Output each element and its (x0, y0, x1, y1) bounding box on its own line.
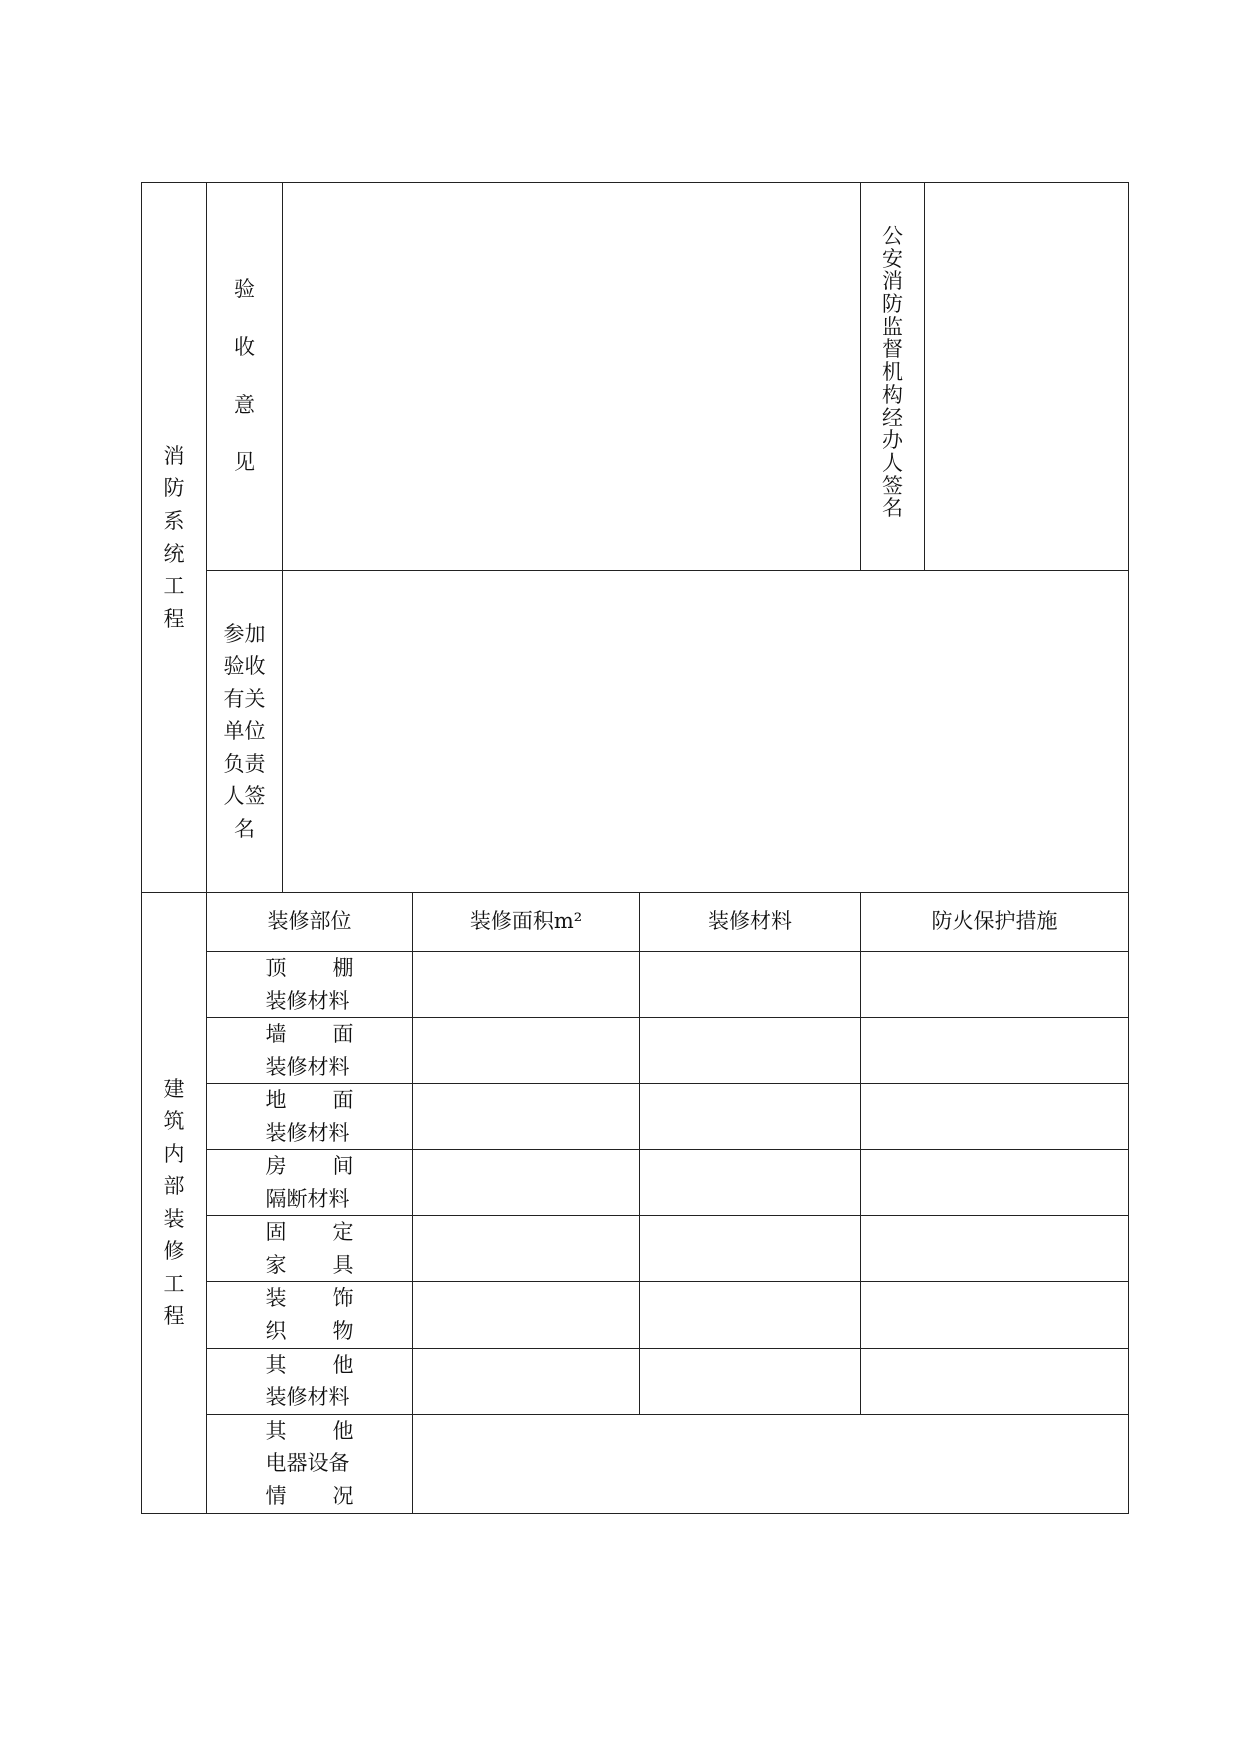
area-field[interactable] (413, 1084, 640, 1150)
area-field[interactable] (413, 1018, 640, 1084)
area-field[interactable] (413, 952, 640, 1018)
fire-system-label-text: 消防系统工程 (163, 443, 185, 631)
location-subtext: 电器设备 (265, 1451, 350, 1476)
electrical-label (266, 1415, 354, 1513)
location-cell (207, 1018, 413, 1084)
electrical-label-cell (207, 1414, 413, 1513)
officer-signature-field[interactable] (925, 183, 1129, 571)
location-cell (207, 1084, 413, 1150)
header-location: 装修部位 (207, 893, 413, 952)
officer-signature-label-cell (861, 183, 925, 571)
location-cell (207, 1282, 413, 1348)
location-char: 地 (265, 1088, 287, 1113)
location-subtext: 装修材料 (265, 988, 350, 1013)
location-cell (207, 1216, 413, 1282)
protection-field[interactable] (861, 1282, 1129, 1348)
protection-field[interactable] (861, 1216, 1129, 1282)
protection-field[interactable] (861, 1150, 1129, 1216)
location-char: 房 (265, 1154, 287, 1179)
material-field[interactable] (640, 1084, 861, 1150)
location-char: 固 (265, 1220, 287, 1245)
location-label (266, 1150, 354, 1215)
officer-signature-label: 公安消防监督机构经办人签名 (882, 224, 904, 521)
protection-field[interactable] (861, 1348, 1129, 1414)
fire-system-section-label (142, 183, 207, 893)
acceptance-opinion-label: 验收意见 (234, 277, 255, 475)
location-char: 情 (265, 1483, 287, 1508)
acceptance-opinion-field[interactable] (283, 183, 861, 571)
table-row (142, 1216, 1129, 1282)
location-char: 其 (265, 1418, 287, 1443)
location-char: 物 (332, 1319, 354, 1344)
decoration-section-label (142, 893, 207, 1514)
location-char: 家 (265, 1252, 287, 1277)
material-field[interactable] (640, 1018, 861, 1084)
location-char: 棚 (332, 956, 354, 980)
header-area: 装修面积m² (413, 893, 640, 952)
table-row (142, 1018, 1129, 1084)
location-subtext: 装修材料 (265, 1120, 350, 1145)
location-char: 其 (265, 1352, 287, 1377)
location-char: 况 (332, 1483, 354, 1508)
table-row (142, 1084, 1129, 1150)
acceptance-opinion-label-cell (207, 183, 283, 571)
location-char: 饰 (332, 1286, 354, 1311)
location-cell (207, 1150, 413, 1216)
area-field[interactable] (413, 1216, 640, 1282)
location-char: 间 (332, 1154, 354, 1179)
location-subtext: 隔断材料 (265, 1186, 350, 1211)
location-char: 定 (332, 1220, 354, 1245)
location-char: 装 (265, 1286, 287, 1311)
material-field[interactable] (640, 952, 861, 1018)
location-label (266, 1282, 354, 1347)
decoration-label-text: 建筑内部装修工程 (163, 1076, 185, 1329)
area-field[interactable] (413, 1348, 640, 1414)
area-field[interactable] (413, 1282, 640, 1348)
area-field[interactable] (413, 1150, 640, 1216)
unit-signature-label: 参加验收有关单位负责人签名 (223, 621, 266, 841)
electrical-field[interactable] (413, 1414, 1129, 1513)
location-char: 他 (332, 1352, 354, 1377)
material-field[interactable] (640, 1282, 861, 1348)
table-row (142, 1150, 1129, 1216)
protection-field[interactable] (861, 952, 1129, 1018)
location-char: 墙 (265, 1022, 287, 1047)
location-label (266, 952, 354, 1017)
unit-signature-field[interactable] (283, 571, 1129, 893)
material-field[interactable] (640, 1348, 861, 1414)
protection-field[interactable] (861, 1084, 1129, 1150)
location-char: 织 (265, 1319, 287, 1344)
table-row-electrical (142, 1414, 1129, 1513)
material-field[interactable] (640, 1216, 861, 1282)
location-label (266, 1349, 354, 1414)
location-char: 顶 (265, 956, 287, 980)
table-row (142, 1348, 1129, 1414)
acceptance-form-table (141, 182, 1129, 1514)
location-label (266, 1216, 354, 1281)
unit-signature-label-cell (207, 571, 283, 893)
location-char: 面 (332, 1088, 354, 1113)
table-row (142, 1282, 1129, 1348)
location-char: 具 (332, 1252, 354, 1277)
material-field[interactable] (640, 1150, 861, 1216)
location-subtext: 装修材料 (265, 1385, 350, 1410)
location-char: 他 (332, 1418, 354, 1443)
location-label (266, 1018, 354, 1083)
location-cell (207, 952, 413, 1018)
header-material: 装修材料 (640, 893, 861, 952)
location-char: 面 (332, 1022, 354, 1047)
header-protection: 防火保护措施 (861, 893, 1129, 952)
protection-field[interactable] (861, 1018, 1129, 1084)
location-cell (207, 1348, 413, 1414)
location-label (266, 1084, 354, 1149)
location-subtext: 装修材料 (265, 1054, 350, 1079)
table-row (142, 952, 1129, 1018)
